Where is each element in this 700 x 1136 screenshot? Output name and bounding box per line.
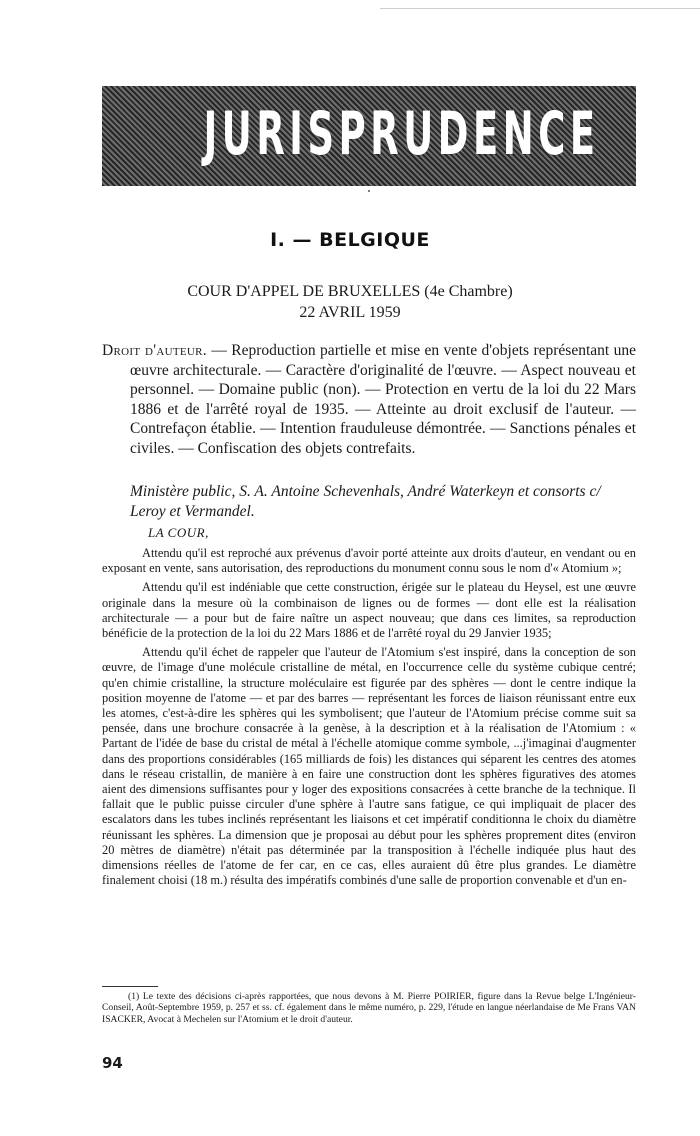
- print-speck: [158, 182, 160, 184]
- judgment-body: [102, 546, 636, 888]
- print-speck: [368, 190, 370, 192]
- section-heading: I. — BELGIQUE: [270, 229, 430, 251]
- judgment-date: 22 AVRIL 1959: [299, 304, 401, 321]
- body-paragraph: Attendu qu'il échet de rappeler que l'auteur de l'Atomium s'est inspiré, dans la conception de son œuvre, de l'image d'une molécule cristalline de métal, en l'occurrence celle du système cubique centré; qu'en chimie cristalline, la structure moléculaire est figurée par des sphères — dont le centre indique la position moyenne de l'atome — et par des barres — représentant les forces de liaison réunissant entre eux les atomes, c'est-à-dire les sphères qui les symbolisent; que l'auteur de l'Atomium précise comme suit sa pensée, dans une brochure consacrée à la genèse, à la description et à la réalisation de l'Atomium : « Partant de l'idée de base du cristal de métal à l'échelle atomique comme symbole, ...j'imaginai d'augmenter dans des proportions considérables (165 milliards de fois) les distances qui séparent les centres des atomes dans le réseau cristallin, de manière à en faire une construction dont les sphères figuratives des atomes aient des dimensions suffisantes pour y loger des expositions consacrées à cette branche de la technique. Il fallait que le public puisse circuler d'une sphère à l'autre sans fatigue, ce qui impliquait de placer des escalators dans les tubes inclinés représentant les liaisons et cet impératif conditionna le choix du diamètre réunissant les sphères. La dimension que je proposai au début pour les sphères proprement dites (environ 20 mètres de diamètre) n'était pas déterminée par la transposition à l'échelle indiquée plus haut des dimensions réelles de l'atome de fer car, en ce cas, elles auraient dû être plus grandes. Le diamètre finalement choisi (18 m.) résulta des impératifs combinés d'une salle de proportion convenable et d'un en-: [102, 645, 636, 888]
- court-name: COUR D'APPEL DE BRUXELLES (4e Chambre): [187, 283, 513, 300]
- banner-title: JURISPRUDENCE: [203, 99, 600, 169]
- case-summary: [102, 341, 636, 459]
- body-paragraph: Attendu qu'il est indéniable que cette construction, érigée sur le plateau du Heysel, est une œuvre originale dans la mesure où la combinaison de lignes ou de formes — dont elle est la réalisation architecturale — a pour but de faire naître un aspect nouveau; que dans ces limites, sa reproduction bénéficie de la protection de la loi du 22 Mars 1886 et de l'arrêté royal du 29 Janvier 1935;: [102, 580, 636, 641]
- footnote: [102, 991, 636, 1025]
- court-heading: LA COUR,: [148, 525, 209, 540]
- body-paragraph: Attendu qu'il est reproché aux prévenus d'avoir porté atteinte aux droits d'auteur, en vendant ou en exposant en vente, sans autorisation, des reproductions du monument connu sous le nom d'« Atomium »;: [102, 546, 636, 576]
- top-edge-rule: [380, 8, 700, 9]
- summary-text: — Reproduction partielle et mise en vente d'objets représentant une œuvre architecturale. — Caractère d'originalité de l'œuvre. — Aspect nouveau et personnel. — Domaine public (non). — Protection en vertu de la loi du 22 Mars 1886 et de l'arrêté royal de 1935. — Atteinte au droit exclusif de l'auteur. — Contrefaçon établie. — Intention frauduleuse démontrée. — Sanctions pénales et civiles. — Confiscation des objets contrefaits.: [130, 342, 636, 457]
- footnote-text: (1) Le texte des décisions ci-après rapportées, que nous devons à M. Pierre POIRIER, figure dans la Revue belge L'Ingénieur-Conseil, Août-Septembre 1959, p. 257 et ss. cf. également dans le même numéro, p. 229, l'étude en langue néerlandaise de Me Frans VAN ISACKER, Avocat à Mechelen sur l'Atomium et le droit d'auteur.: [102, 991, 636, 1025]
- parties-text: Ministère public, S. A. Antoine Schevenhals, André Waterkeyn et consorts c/ Leroy et Vermandel.: [130, 483, 601, 520]
- summary-lead: Droit d'auteur.: [102, 342, 207, 359]
- page-number: 94: [102, 1054, 123, 1072]
- footnote-rule: [102, 986, 158, 987]
- case-parties: [130, 482, 636, 521]
- section-banner: [102, 86, 636, 186]
